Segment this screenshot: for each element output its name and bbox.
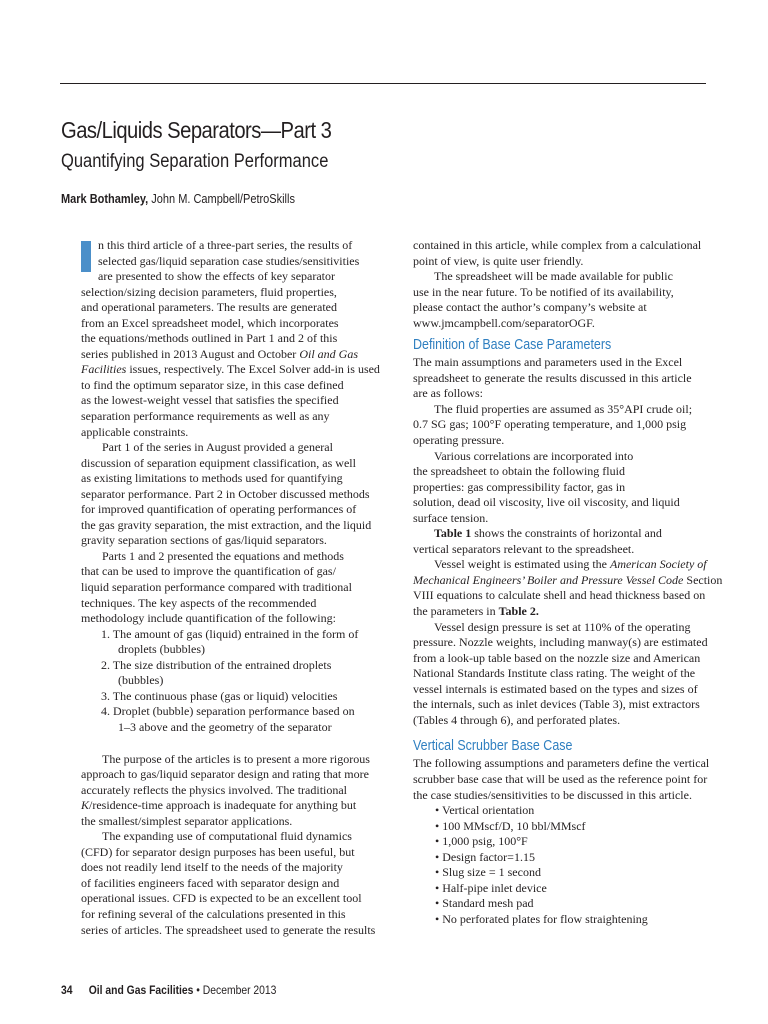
text-span: shows the constraints of horizontal and [471,526,662,541]
text-line: National Standards Institute class rating. The weight of the [413,666,696,681]
text-line: pressure. Nozzle weights, including manway(s) are estimated [413,635,708,650]
author-name: Mark Bothamley, [61,192,149,206]
text-line: methodology include quantification of the following: [81,611,336,626]
list-item: 1–3 above and the geometry of the separator [118,719,332,734]
text-line: point of view, is quite user friendly. [413,253,584,268]
text-line: 0.7 SG gas; 100°F operating temperature, and 1,000 psig [413,417,687,432]
text-line: of facilities engineers faced with separator design and [81,875,340,890]
text-line: series of articles. The spreadsheet used to generate the results [81,922,376,937]
list-item: 4. Droplet (bubble) separation performance based on [101,704,355,719]
text-line [81,362,399,378]
issue-date: December 2013 [202,985,277,997]
text-line: for refining several of the calculations presented in this [81,906,346,921]
journal-name: Oil and Gas [299,346,358,361]
code-name: Mechanical Engineers’ Boiler and Pressure Vessel Code [413,572,684,587]
text-line: to find the optimum separator size, in this case defined [81,377,344,392]
text-line: The spreadsheet will be made available for public [434,269,673,284]
bullet-item: • 100 MMscf/D, 10 bbl/MMscf [435,818,586,833]
paragraph-gap [81,736,399,752]
text-line [81,798,399,814]
text-line: from a look-up table based on the nozzle size and American [413,650,701,665]
bullet-item: • No perforated plates for flow straightening [435,911,648,926]
text-line: The expanding use of computational fluid dynamics [102,829,352,844]
text-line: Various correlations are incorporated into [434,448,634,463]
text-line [413,557,733,573]
list-item: 3. The continuous phase (gas or liquid) velocities [101,688,338,703]
text-line: applicable constraints. [81,424,189,439]
text-line: vertical separators relevant to the spreadsheet. [413,541,635,556]
text-line: properties: gas compressibility factor, gas in [413,479,626,494]
text-span: series published in 2013 August and October [81,346,300,361]
text-line [81,347,399,363]
text-line: the equations/methods outlined in Part 1 and 2 of this [81,331,338,346]
text-line: operating pressure. [413,433,505,448]
text-line: www.jmcampbell.com/separatorOGF. [413,315,595,330]
text-span: issues, respectively. The Excel Solver add-in is used [126,362,380,377]
text-line: separator performance. Part 2 in October discussed methods [81,486,370,501]
text-line: (Tables 4 through 6), and perforated plates. [413,712,621,727]
code-name: American Society of [609,557,707,572]
bullet-item: • 1,000 psig, 100°F [435,834,528,849]
text-line: solution, dead oil viscosity, live oil viscosity, and liquid [413,495,680,510]
bullet-item: • Design factor=1.15 [435,849,535,864]
text-line: as the lowest-weight vessel that satisfies the specified [81,393,339,408]
bullet-item: • Half-pipe inlet device [435,880,547,895]
text-line: the internals, such as inlet devices (Table 3), mist extractors [413,697,700,712]
top-rule [60,83,706,84]
text-span: Vessel weight is estimated using the [434,557,610,572]
section-heading: Definition of Base Case Parameters [413,337,612,354]
text-line: surface tension. [413,510,489,525]
bullet-item: • Standard mesh pad [435,896,534,911]
text-line: Vessel design pressure is set at 110% of the operating [434,619,691,634]
left-column [81,238,399,938]
text-line: liquid separation performance compared with traditional [81,580,352,595]
text-line [413,604,733,620]
article-title: Gas/Liquids Separators—Part 3 [61,117,332,143]
text-line: (CFD) for separator design purposes has been useful, but [81,844,355,859]
text-line: please contact the author’s company’s website at [413,300,647,315]
text-line: the case studies/sensitivities to be discussed in this article. [413,787,692,802]
text-line: spreadsheet to generate the results discussed in this article [413,370,692,385]
text-line: the smallest/simplest separator applications. [81,813,293,828]
text-line: The main assumptions and parameters used in the Excel [413,355,683,370]
drop-cap-i [81,241,91,272]
text-line: as existing limitations to methods used for quantifying [81,471,343,486]
text-line: Part 1 of the series in August provided a general [102,440,333,455]
text-span: the parameters in [413,604,499,619]
text-line: scrubber base case that will be used as the reference point for [413,771,708,786]
text-line: for improved quantification of operating performances of [81,502,357,517]
text-span: /residence-time approach is inadequate for anything but [89,798,357,813]
text-line: operational issues. CFD is expected to be an excellent tool [81,891,362,906]
journal-name: Facilities [81,362,127,377]
page-footer [61,985,276,997]
footer-separator: • [193,985,203,997]
right-column [413,238,733,927]
list-item: 2. The size distribution of the entrained droplets [101,657,332,672]
text-line: accurately reflects the physics involved. The traditional [81,782,348,797]
text-line: The purpose of the articles is to present a more rigorous [102,751,370,766]
text-line: The fluid properties are assumed as 35°API crude oil; [434,401,693,416]
list-item: 1. The amount of gas (liquid) entrained in the form of [101,626,359,641]
bullet-item: • Vertical orientation [435,803,535,818]
text-line: use in the near future. To be notified of its availability, [413,284,674,299]
text-line: and operational parameters. The results are generated [81,300,337,315]
text-span: Section [683,572,723,587]
text-line: approach to gas/liquid separator design and rating that more [81,767,369,782]
text-line: gravity separation sections of gas/liquid separators. [81,533,327,548]
text-line: n this third article of a three-part series, the results of [98,238,353,252]
list-item: droplets (bubbles) [118,642,205,657]
byline [61,192,295,206]
text-line: Parts 1 and 2 presented the equations and methods [102,548,344,563]
text-line [413,573,733,589]
table-ref: Table 1 [434,526,472,541]
text-line: are as follows: [413,386,483,401]
text-line: are presented to show the effects of key separator [98,269,336,284]
text-line: selected gas/liquid separation case studies/sensitivities [98,253,360,268]
text-line: vessel internals is estimated based on the types and sizes of [413,681,698,696]
k-factor-symbol: K [81,798,90,813]
publication-name: Oil and Gas Facilities [88,985,194,997]
bullet-item: • Slug size = 1 second [435,865,541,880]
text-line: VIII equations to calculate shell and head thickness based on [413,588,706,603]
text-line: the spreadsheet to obtain the following fluid [413,464,625,479]
text-line: contained in this article, while complex from a calculational [413,238,702,252]
text-line: selection/sizing decision parameters, fluid properties, [81,284,337,299]
author-affiliation: John M. Campbell/PetroSkills [151,192,295,206]
text-line: techniques. The key aspects of the recommended [81,595,317,610]
text-line: that can be used to improve the quantification of gas/ [81,564,336,579]
page-number: 34 [61,985,73,997]
text-line: the gas gravity separation, the mist extraction, and the liquid [81,517,372,532]
article-subtitle: Quantifying Separation Performance [61,151,329,172]
table-ref: Table 2. [498,604,539,619]
text-line: from an Excel spreadsheet model, which incorporates [81,315,339,330]
text-line: The following assumptions and parameters define the vertical [413,756,710,771]
text-line [413,526,733,542]
section-heading: Vertical Scrubber Base Case [413,738,573,755]
text-line: does not readily lend itself to the needs of the majority [81,860,343,875]
text-line: separation performance requirements as well as any [81,409,330,424]
text-line: discussion of separation equipment classification, as well [81,455,356,470]
list-item: (bubbles) [118,673,164,688]
